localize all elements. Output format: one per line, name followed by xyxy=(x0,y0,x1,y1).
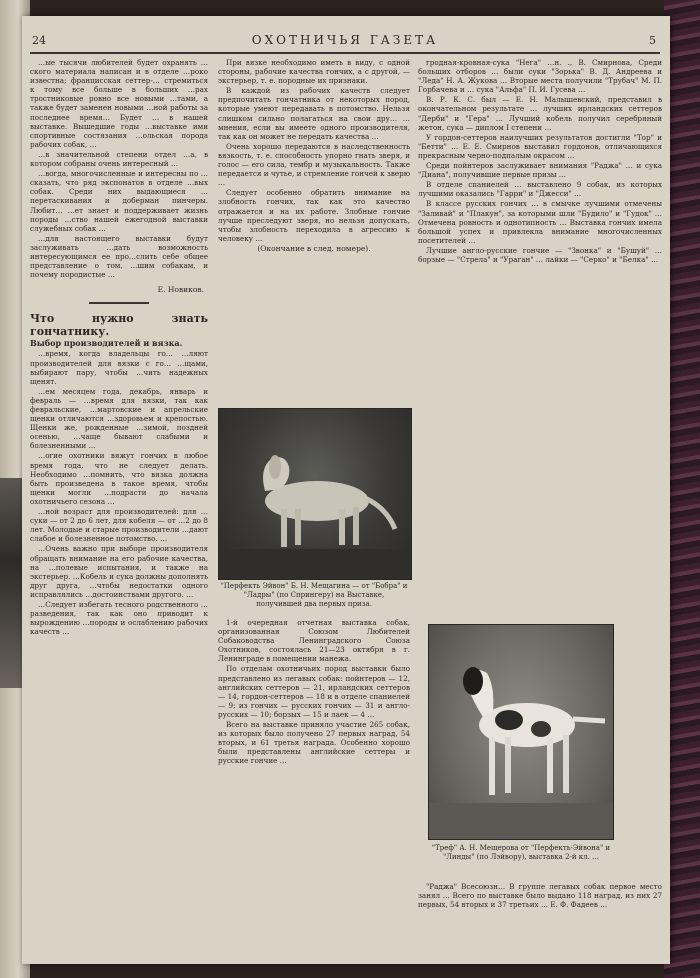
page-number-left: 24 xyxy=(32,34,46,47)
setter-illustration xyxy=(219,409,411,579)
column-2 xyxy=(218,58,410,398)
paragraph: Следует особенно обратить внимание на злобность гончих, так как это качество отражается и на их работе. Злобные гончие лучше преследуют зверя, но нельзя допускать, чтобы злобность переходила в агрессию к человеку … xyxy=(218,188,410,243)
paragraph: …Очень важно при выборе производителя обращать внимание на его рабочие качества, на …полевые испытания, и также на экстерьер. …Кобель и сука должны дополнять друг друга, …чтобы недостатки одного исправлялись …достоинствами другого. … xyxy=(30,544,208,599)
column-2-lower xyxy=(218,618,410,958)
paragraph: гродная-кровная-сука "Нега" …н. ., В. Смирнова, Среди больших отборов … были суки "Зорька" В. Д. Андреева и "Леда" Н. А. Жукова … Вторые места получили "Трубач" М. П. Горбачева и … сука "Альфа" П. И. Гусева … xyxy=(418,58,662,95)
page-header xyxy=(30,30,660,54)
paragraph: …в значительной степени отдел …а, в котором собраны очень интересный … xyxy=(30,149,208,169)
page-number-right: 5 xyxy=(649,34,656,47)
paragraph: Среди пойнтеров заслуживает внимания "Раджа" … и сука "Диана", получившие первые призы … xyxy=(418,161,662,180)
column-1 xyxy=(30,58,208,958)
article-title: Что нужно знать гончатнику. xyxy=(30,312,208,339)
paragraph: …для настоящего выставки будут заслуживать …дать возможность интересующимся ее про…слить себе общее представление о том, …шим собакам, и почему породистые … xyxy=(30,233,208,280)
paragraph: …ые тысячи любителей будет охранять …ского материала написан и в отделе …роко известна; францисская сеттер-… стремиться к тому все больше в больших …рах тростниковые ровно все новыми …тами, а также будет заменен новыми …ной работы за последнее время… Будет … в нашей выставке. Вышедшие годы …выставке ими спортивные состязания …ольская порода рабочих собак, … xyxy=(30,58,208,149)
paragraph: …Следует избегать тесного родственного …разведения, так как оно приводит к вырождению …породы и ослаблению рабочих качеств … xyxy=(30,599,208,637)
paragraph: "Раджа" Всесоюзн… В группе легавых собак первое место занял … Всего по выставке было выдано 118 наград, из них 27 первых, 54 вторых и 37 третьих … Е. Ф. Фадеев … xyxy=(418,882,662,910)
paragraph: …время, когда владельцы го… …ляют производителей для вязки с го… …щами, выбирают пару, чтобы …чить надежных щенят. xyxy=(30,349,208,386)
column-3-lower xyxy=(418,882,662,962)
paragraph: По отделам охотничьих пород выставки было представлено из легавых собак: пойнтеров — 12, английских сеттеров — 21, ирландских сеттеров — 14, гордон-сеттеров — 18 и в отделе спаниелей — 9; из гончих — русских гончих — 31 и англо-русских — 10; борзых — 15 и лаек — 4 … xyxy=(218,664,410,719)
paragraph: …вогда, многочисленные и интересны по …сказать, что ряд экспонатов в отделе …вых собак. Среди них выдающиеся …перетаскивания и доберман пинчеры. Любит… …ет знает и поддерживает жизнь породы …ство нашей ежегодной выставки служебных собак … xyxy=(30,169,208,233)
paragraph: …огие охотники вяжут гончих в любое время года, что не следует делать. Необходимо …помнить, что вязка должна быть произведена в такое время, чтобы щенки могли …подрасти до начала охотничьего сезона … xyxy=(30,451,208,506)
paragraph: В каждой из рабочих качеств следует предпочитать гончатника от некоторых пород, которые умеют передавать в потомство. Нельзя слишком сильно полагаться на свои дру… …мнения, если вы имеете одного производителя, так как он может не передать качества … xyxy=(218,86,410,141)
paragraph: При вязке необходимо иметь в виду, с одной стороны, рабочие качества гончих, а с другой, — экстерьер, т. е. породные их признаки. xyxy=(218,58,410,86)
article-subheading: Выбор производителей и вязка. xyxy=(30,338,183,349)
photo-caption: "Перфекть Эйвон" Б. Н. Мещагина — от "Бобра" и "Ладры" (по Спрингеру) на Выставке, получившей два первых приза. xyxy=(220,582,408,608)
photo-caption: "Треф" А. Н. Мещерова от "Перфекть-Эйвона" и "Линды" (по Лэйвору), выставка 2-й кл. … xyxy=(431,844,611,861)
paragraph: Очень хорошо передаются в наследственность вязкость, т. е. способность упорно гнать зверя, и голос — его сила, тембр и музыкальность. Также передается и чутье, и стремление гончей к зверю … xyxy=(218,141,410,188)
continued-note: (Окончание в след. номере). xyxy=(257,243,371,253)
newspaper-title: ОХОТНИЧЬЯ ГАЗЕТА xyxy=(251,33,439,47)
dog-photo-pointer xyxy=(428,624,614,840)
pointer-illustration xyxy=(429,625,613,839)
paragraph: …ем месяцем года, декабрь, январь и февраль — …время для вязки, так как февральские, …мартовские и апрельские щенки отличаются …здоровьем и крепостью. Щенки же, рожденные …зимой, поздней осенью, …чаще бывают слабыми и болезненными … xyxy=(30,386,208,451)
dog-photo-setter xyxy=(218,408,412,580)
section-divider xyxy=(89,302,149,304)
paragraph: Лучшие англо-русские гончие — "Звонка" и "Бушуй" … борзые — "Стрела" и "Ураган" … лайки — "Серко" и "Белка" … xyxy=(418,245,662,264)
paragraph: У гордон-сеттеров наилучших результатов достигли "Тор" и "Бетти" … Е. Е. Смирнов выставил гордонов, отличающихся прекрасным черно-подпалым окрасом … xyxy=(418,132,662,160)
paragraph: В. Р. К. С. был — Е. Н. Малышевский, представил в окончательном результате … лучших ирландских сеттеров "Дерби" и "Гера" … Лучший кобель получил серебряный жетон, сука — диплом I степени … xyxy=(418,95,662,132)
paragraph: …ной возраст для производителей: для …суки — от 2 до 6 лет, для кобеля — от …2 до 8 лет. Молодые и старые производители …дают слабое и болезненное потомство. … xyxy=(30,507,208,544)
paragraph: В отделе спаниелей … выставлено 9 собак, из которых лучшими оказались "Гарри" и "Джесси" … xyxy=(418,180,662,199)
paragraph: В классе русских гончих … в смычке лучшими отмечены "Заливай" и "Плакун", за которыми шли "Будило" и "Гудок" … Отмечена ровность и однотипность … Выставка гончих имела большой успех и привлекла внимание многочисленных посетителей … xyxy=(418,199,662,245)
column-3 xyxy=(418,58,662,648)
author-signature: Е. Новиков. xyxy=(157,285,204,295)
adjacent-page-photo xyxy=(0,478,24,688)
newspaper-page xyxy=(22,16,670,964)
paragraph: 1-й очередная отчетная выставка собак, организованная Союзом Любителей Собаководства Ленинградского Союза Охотников, состоялась 21—23 октября в г. Ленинграде в помещении манежа. xyxy=(218,618,410,664)
paragraph: Всего на выставке приняло участие 265 собак, из которых было получено 27 первых наград, 54 вторых, и 61 третья награда. Особенно хорошо были представлены английские сеттеры и русские гончие … xyxy=(218,720,410,766)
